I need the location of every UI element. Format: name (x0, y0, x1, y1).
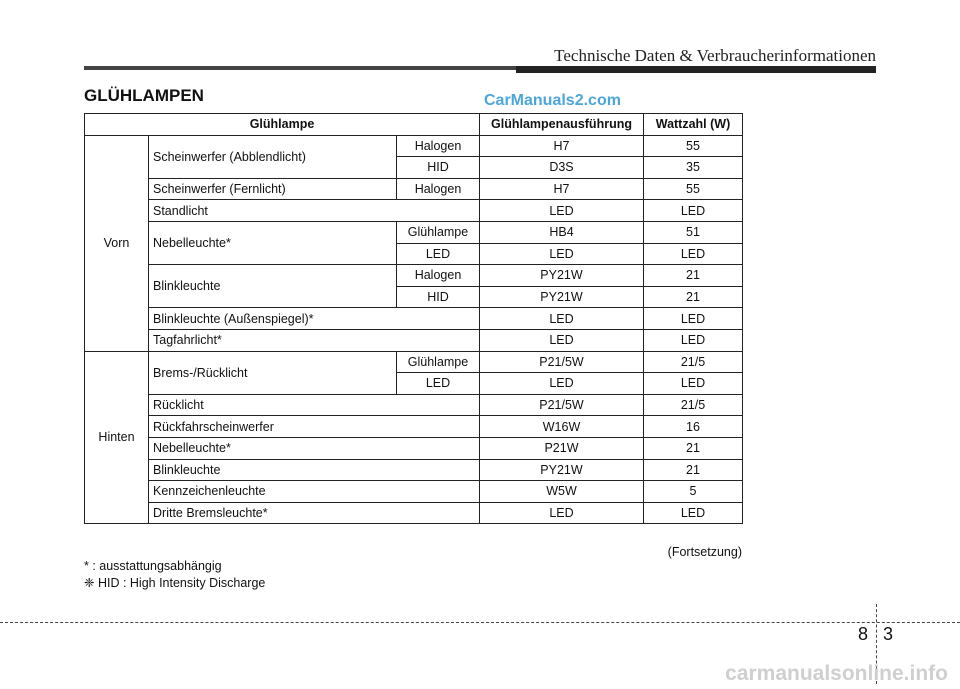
bulb-name: Kennzeichenleuchte (149, 481, 480, 503)
bulb-type: PY21W (480, 286, 644, 308)
table-row (85, 459, 743, 481)
bulb-wattage: LED (644, 502, 743, 524)
bulb-type: LED (480, 308, 644, 330)
table-row (85, 135, 743, 157)
bulb-wattage: 16 (644, 416, 743, 438)
bulb-type: LED (480, 329, 644, 351)
bulb-variant: LED (397, 373, 480, 395)
section-title: GLÜHLAMPEN (84, 86, 204, 105)
bulb-wattage: LED (644, 373, 743, 395)
bulb-wattage: LED (644, 329, 743, 351)
bulb-wattage: 21/5 (644, 394, 743, 416)
table-row (85, 200, 743, 222)
page-number: 3 (883, 624, 894, 644)
bulb-variant: HID (397, 286, 480, 308)
bulb-wattage: 21 (644, 459, 743, 481)
column-header-type: Glühlampenausführung (480, 114, 644, 136)
footnote-hid: ❈ HID : High Intensity Discharge (84, 576, 266, 590)
table-header-row (85, 114, 743, 136)
bulb-variant: Halogen (397, 178, 480, 200)
table-row (85, 308, 743, 330)
bulb-type: P21/5W (480, 351, 644, 373)
table-row (85, 265, 743, 287)
table-row (85, 481, 743, 503)
header-rule (84, 66, 876, 70)
bulb-wattage: 55 (644, 135, 743, 157)
footer-divider (0, 622, 960, 623)
bulb-name: Nebelleuchte* (149, 437, 480, 459)
table-row (85, 437, 743, 459)
footnotes (84, 558, 265, 592)
bulb-wattage: 5 (644, 481, 743, 503)
bulb-type: P21W (480, 437, 644, 459)
bulb-type: LED (480, 200, 644, 222)
bulb-type: PY21W (480, 459, 644, 481)
footnote-optional: * : ausstattungsabhängig (84, 559, 222, 573)
bulb-name: Tagfahrlicht* (149, 329, 480, 351)
bulb-variant: HID (397, 157, 480, 179)
bulb-variant: Halogen (397, 135, 480, 157)
group-label-rear: Hinten (85, 351, 149, 524)
bulb-type: P21/5W (480, 394, 644, 416)
bulb-name: Nebelleuchte* (149, 221, 397, 264)
bulb-wattage: 55 (644, 178, 743, 200)
bulb-variant: Glühlampe (397, 351, 480, 373)
table-row (85, 351, 743, 373)
bulb-name: Rücklicht (149, 394, 480, 416)
bulb-variant: LED (397, 243, 480, 265)
page-header-title: Technische Daten & Verbraucherinformationen (554, 46, 876, 65)
bulb-wattage: 21 (644, 265, 743, 287)
group-label-front: Vorn (85, 135, 149, 351)
table-row (85, 502, 743, 524)
bulb-type: LED (480, 373, 644, 395)
bulb-type: H7 (480, 135, 644, 157)
table-row (85, 329, 743, 351)
bulb-type: LED (480, 502, 644, 524)
bulb-name: Blinkleuchte (149, 265, 397, 308)
bulb-type: LED (480, 243, 644, 265)
bulb-variant: Halogen (397, 265, 480, 287)
table-row (85, 178, 743, 200)
bulb-wattage: LED (644, 200, 743, 222)
bulb-name: Rückfahrscheinwerfer (149, 416, 480, 438)
bulb-name: Dritte Bremsleuchte* (149, 502, 480, 524)
bulb-type: W16W (480, 416, 644, 438)
watermark-bottom: carmanualsonline.info (725, 662, 948, 685)
bulb-name: Standlicht (149, 200, 480, 222)
bulb-table (84, 113, 743, 524)
table-row (85, 221, 743, 243)
bulb-wattage: 21/5 (644, 351, 743, 373)
bulb-wattage: 21 (644, 437, 743, 459)
column-header-wattage: Wattzahl (W) (644, 114, 743, 136)
table-row (85, 394, 743, 416)
bulb-wattage: LED (644, 308, 743, 330)
bulb-name: Blinkleuchte (Außenspiegel)* (149, 308, 480, 330)
bulb-wattage: 21 (644, 286, 743, 308)
bulb-type: PY21W (480, 265, 644, 287)
table-row (85, 416, 743, 438)
bulb-variant: Glühlampe (397, 221, 480, 243)
bulb-type: D3S (480, 157, 644, 179)
bulb-name: Scheinwerfer (Abblendlicht) (149, 135, 397, 178)
bulb-wattage: 51 (644, 221, 743, 243)
bulb-name: Scheinwerfer (Fernlicht) (149, 178, 397, 200)
continued-note: (Fortsetzung) (667, 545, 742, 559)
bulb-name: Brems-/Rücklicht (149, 351, 397, 394)
bulb-type: H7 (480, 178, 644, 200)
watermark-top: CarManuals2.com (484, 92, 621, 109)
bulb-wattage: 35 (644, 157, 743, 179)
bulb-name: Blinkleuchte (149, 459, 480, 481)
column-header-bulb: Glühlampe (85, 114, 480, 136)
chapter-number: 8 (858, 624, 869, 644)
bulb-wattage: LED (644, 243, 743, 265)
bulb-type: HB4 (480, 221, 644, 243)
bulb-type: W5W (480, 481, 644, 503)
